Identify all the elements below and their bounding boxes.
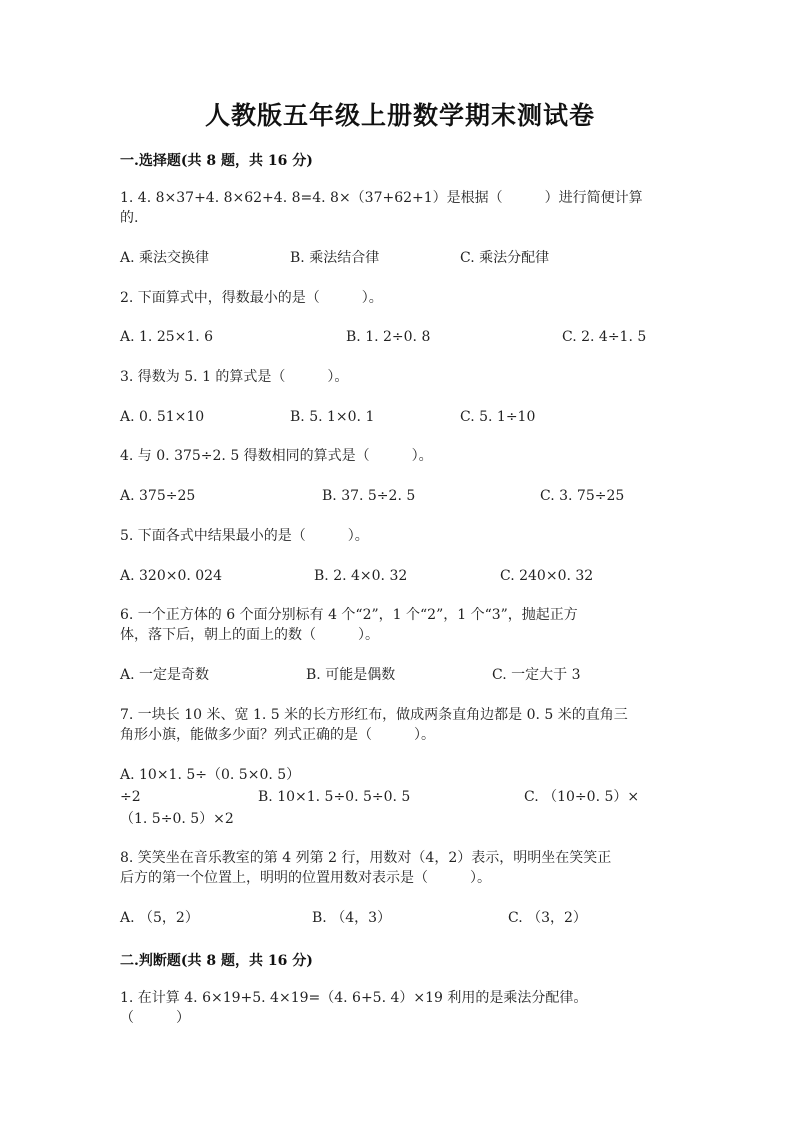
option-b: B. （4，3） (312, 910, 392, 926)
option-a-continued: ÷2 (120, 789, 141, 805)
option-a: A. 320×0. 024 (120, 568, 222, 584)
question-line: 8. 笑笑坐在音乐教室的第 4 列第 2 行，用数对（4，2）表示，明明坐在笑笑正 (120, 850, 612, 866)
option-c-continued: （1. 5÷0. 5）×2 (120, 811, 234, 827)
option-a: A. 0. 51×10 (120, 409, 205, 425)
option-c: C. （10÷0. 5）× (524, 789, 640, 805)
option-c: C. 乘法分配律 (460, 250, 550, 266)
question-3 (120, 367, 680, 387)
question-line: 后方的第一个位置上，明明的位置用数对表示是（ ）。 (120, 870, 491, 886)
question-line: 6. 一个正方体的 6 个面分别标有 4 个“2”，1 个“2”，1 个“3”，抛起正方 (120, 607, 578, 623)
option-b: B. 可能是偶数 (306, 667, 396, 683)
section-heading-judgement: 二.判断题(共 8 题，共 16 分) (120, 953, 313, 969)
question-line: 4. 与 0. 375÷2. 5 得数相同的算式是（ ）。 (120, 448, 433, 464)
question-2 (120, 288, 680, 308)
question-1 (120, 188, 680, 228)
question-5 (120, 526, 680, 546)
question-4 (120, 446, 680, 466)
page-title: 人教版五年级上册数学期末测试卷 (204, 101, 595, 130)
question-line: 7. 一块长 10 米、宽 1. 5 米的长方形红布，做成两条直角边都是 0. 5 米的直角三 (120, 707, 628, 723)
option-b: B. 10×1. 5÷0. 5÷0. 5 (258, 789, 411, 805)
question-8 (120, 848, 680, 888)
option-a: A. 10×1. 5÷（0. 5×0. 5） (120, 767, 301, 783)
question-line: 5. 下面各式中结果最小的是（ ）。 (120, 528, 369, 544)
question-line: 体，落下后，朝上的面上的数（ ）。 (120, 627, 379, 643)
question-line: 2. 下面算式中，得数最小的是（ ）。 (120, 290, 383, 306)
question-line: 1. 4. 8×37+4. 8×62+4. 8=4. 8×（37+62+1）是根据（ ）进行简便计算 (120, 190, 643, 206)
option-a: A. 一定是奇数 (120, 667, 210, 683)
option-c: C. 一定大于 3 (492, 667, 581, 683)
option-c: C. 240×0. 32 (500, 568, 594, 584)
question-6 (120, 605, 680, 645)
judgement-question-1 (120, 988, 680, 1028)
question-line: 角形小旗，能做多少面？列式正确的是（ ）。 (120, 727, 435, 743)
option-a: A. 乘法交换律 (120, 250, 210, 266)
option-b: B. 乘法结合律 (290, 250, 380, 266)
option-c: C. （3，2） (508, 910, 587, 926)
option-c: C. 2. 4÷1. 5 (562, 329, 647, 345)
option-a: A. 375÷25 (120, 488, 196, 504)
question-line: 3. 得数为 5. 1 的算式是（ ）。 (120, 369, 349, 385)
option-b: B. 37. 5÷2. 5 (322, 488, 416, 504)
question-line: （ ） (120, 1010, 190, 1026)
section-heading-choice: 一.选择题(共 8 题，共 16 分) (120, 153, 313, 169)
option-b: B. 5. 1×0. 1 (290, 409, 375, 425)
question-7 (120, 705, 680, 745)
question-line: 1. 在计算 4. 6×19+5. 4×19=（4. 6+5. 4）×19 利用的是乘法分配律。 (120, 990, 588, 1006)
option-c: C. 5. 1÷10 (460, 409, 536, 425)
option-a: A. （5，2） (120, 910, 199, 926)
option-a: A. 1. 25×1. 6 (120, 329, 214, 345)
option-b: B. 2. 4×0. 32 (314, 568, 408, 584)
option-c: C. 3. 75÷25 (540, 488, 625, 504)
option-b: B. 1. 2÷0. 8 (346, 329, 431, 345)
question-line: 的. (120, 210, 139, 226)
